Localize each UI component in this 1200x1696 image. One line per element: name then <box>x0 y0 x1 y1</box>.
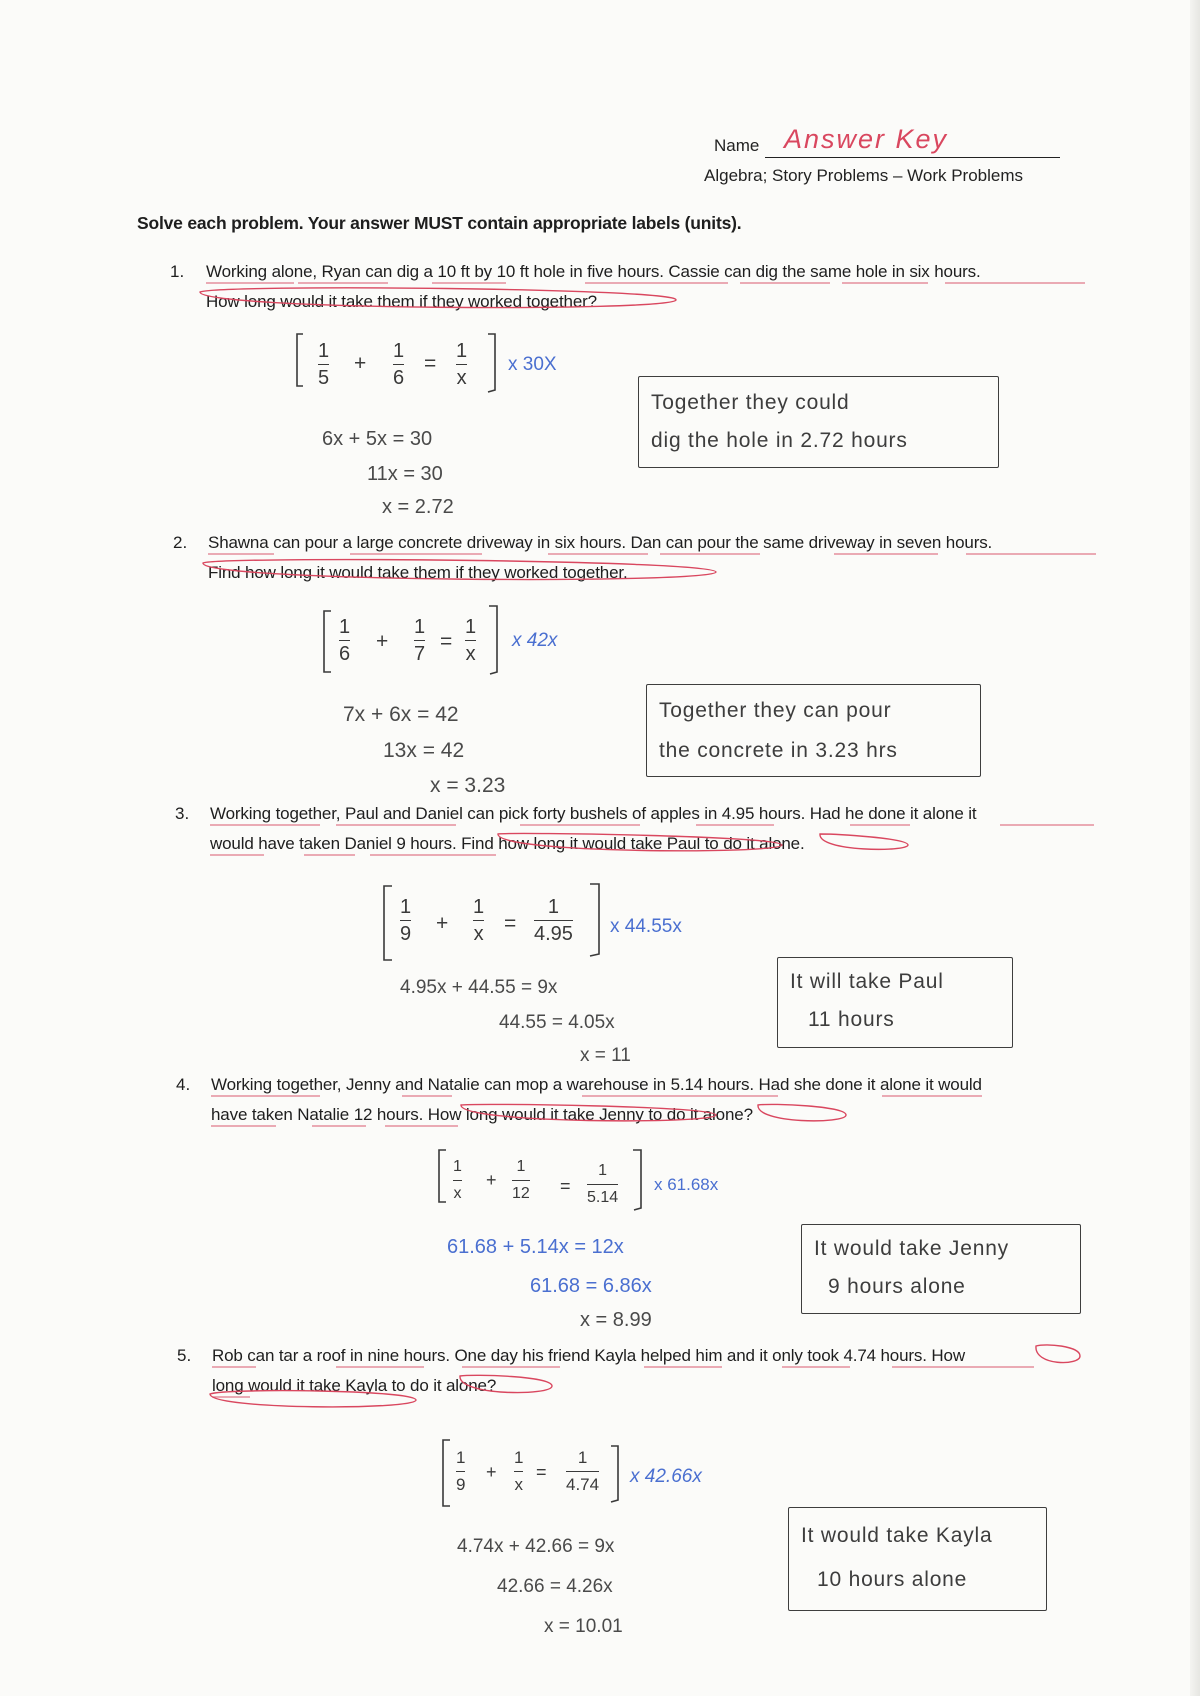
equals-sign: = <box>440 630 453 653</box>
work-step: x = 8.99 <box>580 1309 652 1331</box>
right-bracket <box>633 1150 641 1210</box>
answer-line: It will take Paul <box>790 970 944 993</box>
left-bracket <box>324 611 331 672</box>
right-bracket <box>488 334 495 392</box>
fraction: 1 5.14 <box>587 1162 619 1206</box>
question-circle <box>461 1104 716 1120</box>
left-bracket <box>297 334 303 386</box>
work-step: 4.74x + 42.66 = 9x <box>457 1536 615 1557</box>
equals-sign: = <box>504 912 517 935</box>
problem-text-line: Working alone, Ryan can dig a 10 ft by 10 ft hole in five hours. Cassie can dig the same hole in six hours. <box>206 262 981 281</box>
left-bracket <box>443 1440 450 1506</box>
question-circle <box>203 560 716 580</box>
fraction: 1 4.74 <box>566 1448 600 1494</box>
equation-brackets <box>297 334 641 1506</box>
answer-line: Together they could <box>651 391 850 414</box>
question-circle <box>758 1104 846 1120</box>
name-label: Name <box>714 136 760 155</box>
problem-text-line: long would it take Kayla to do it alone? <box>212 1376 497 1395</box>
left-bracket <box>384 886 392 960</box>
question-circle <box>1036 1345 1080 1363</box>
instructions: Solve each problem. Your answer MUST contain appropriate labels (units). <box>137 213 742 233</box>
worksheet-subtitle: Algebra; Story Problems – Work Problems <box>704 166 1024 185</box>
question-circle <box>210 1391 416 1407</box>
problem-text-line: Find how long it would take them if they worked together. <box>208 563 628 582</box>
left-bracket <box>439 1150 446 1202</box>
plus-sign: + <box>486 1462 497 1482</box>
work-step: 6x + 5x = 30 <box>322 428 433 450</box>
answer-line: 10 hours alone <box>817 1568 968 1591</box>
multiplier: x 30X <box>508 354 557 375</box>
problem-text-line: have taken Natalie 12 hours. How long would it take Jenny to do it alone? <box>211 1105 753 1124</box>
work-step: 13x = 42 <box>383 739 465 762</box>
equals-sign: = <box>536 1462 547 1482</box>
problem-number: 4. <box>176 1075 191 1094</box>
fraction: 1 x <box>514 1448 524 1494</box>
right-bracket <box>590 884 599 956</box>
fraction: 1 x <box>465 616 477 665</box>
question-circle <box>200 288 676 308</box>
fraction: 1 7 <box>414 616 426 665</box>
answer-line: 9 hours alone <box>828 1275 966 1298</box>
fraction: 1 9 <box>400 896 412 945</box>
plus-sign: + <box>436 912 449 935</box>
answer-line: dig the hole in 2.72 hours <box>651 429 908 452</box>
fraction: 1 x <box>453 1158 462 1202</box>
equals-sign: = <box>424 352 437 375</box>
work-step: x = 11 <box>580 1045 631 1066</box>
answer-line: the concrete in 3.23 hrs <box>659 739 898 762</box>
problem-text-line: would have taken Daniel 9 hours. Find how long it would take Paul to do it alone. <box>210 834 805 853</box>
work-step: x = 3.23 <box>430 774 506 797</box>
fraction: 1 12 <box>512 1158 530 1202</box>
plus-sign: + <box>354 352 367 375</box>
answer-line: 11 hours <box>808 1008 895 1031</box>
fraction: 1 9 <box>456 1448 466 1494</box>
work-step: 44.55 = 4.05x <box>499 1012 615 1033</box>
red-underlines <box>206 283 1096 1397</box>
problem-text-line: Shawna can pour a large concrete driveway in six hours. Dan can pour the same driveway in seven hours. <box>208 533 993 552</box>
work-step: 42.66 = 4.26x <box>497 1576 613 1597</box>
name-handwritten-value: Answer Key <box>784 124 949 154</box>
work-step: 7x + 6x = 42 <box>343 703 459 726</box>
multiplier: x 61.68x <box>654 1175 719 1194</box>
fraction: 1 5 <box>318 340 330 389</box>
question-circle <box>498 833 782 850</box>
multiplier: x 44.55x <box>610 916 682 937</box>
work-step: 11x = 30 <box>367 463 443 485</box>
right-bracket <box>489 606 497 674</box>
fraction: 1 6 <box>393 340 405 389</box>
plus-sign: + <box>486 1170 497 1190</box>
question-circle <box>460 1375 552 1392</box>
equals-sign: = <box>560 1176 571 1196</box>
question-circle <box>820 834 908 849</box>
work-step: x = 10.01 <box>544 1616 623 1637</box>
work-step: 61.68 + 5.14x = 12x <box>447 1236 624 1258</box>
work-step: 61.68 = 6.86x <box>530 1275 652 1297</box>
problem-number: 2. <box>173 533 188 552</box>
answer-line: It would take Jenny <box>814 1237 1009 1260</box>
red-circles <box>200 288 1080 1407</box>
problem-text-line: Rob can tar a roof in nine hours. One day his friend Kayla helped him and it only took 4.74 hours. How <box>212 1346 965 1365</box>
multiplier: x 42x <box>512 630 558 651</box>
fraction: 1 x <box>473 896 485 945</box>
problem-number: 5. <box>177 1346 192 1365</box>
plus-sign: + <box>376 630 389 653</box>
fraction: 1 6 <box>339 616 351 665</box>
work-step: 4.95x + 44.55 = 9x <box>400 977 558 998</box>
answer-line: Together they can pour <box>659 699 892 722</box>
problem-text-line: How long would it take them if they worked together? <box>206 292 597 311</box>
problem-text-line: Working together, Paul and Daniel can pick forty bushels of apples in 4.95 hours. Had he done it alone it <box>210 804 977 823</box>
problem-number: 3. <box>175 804 190 823</box>
fraction: 1 4.95 <box>534 896 573 945</box>
problem-number: 1. <box>170 262 185 281</box>
multiplier: x 42.66x <box>630 1466 702 1487</box>
problem-text-line: Working together, Jenny and Natalie can mop a warehouse in 5.14 hours. Had she done it alone it would <box>211 1075 982 1094</box>
work-step: x = 2.72 <box>382 496 454 518</box>
fraction: 1 x <box>456 340 468 389</box>
right-bracket <box>611 1446 618 1502</box>
answer-line: It would take Kayla <box>801 1524 993 1547</box>
